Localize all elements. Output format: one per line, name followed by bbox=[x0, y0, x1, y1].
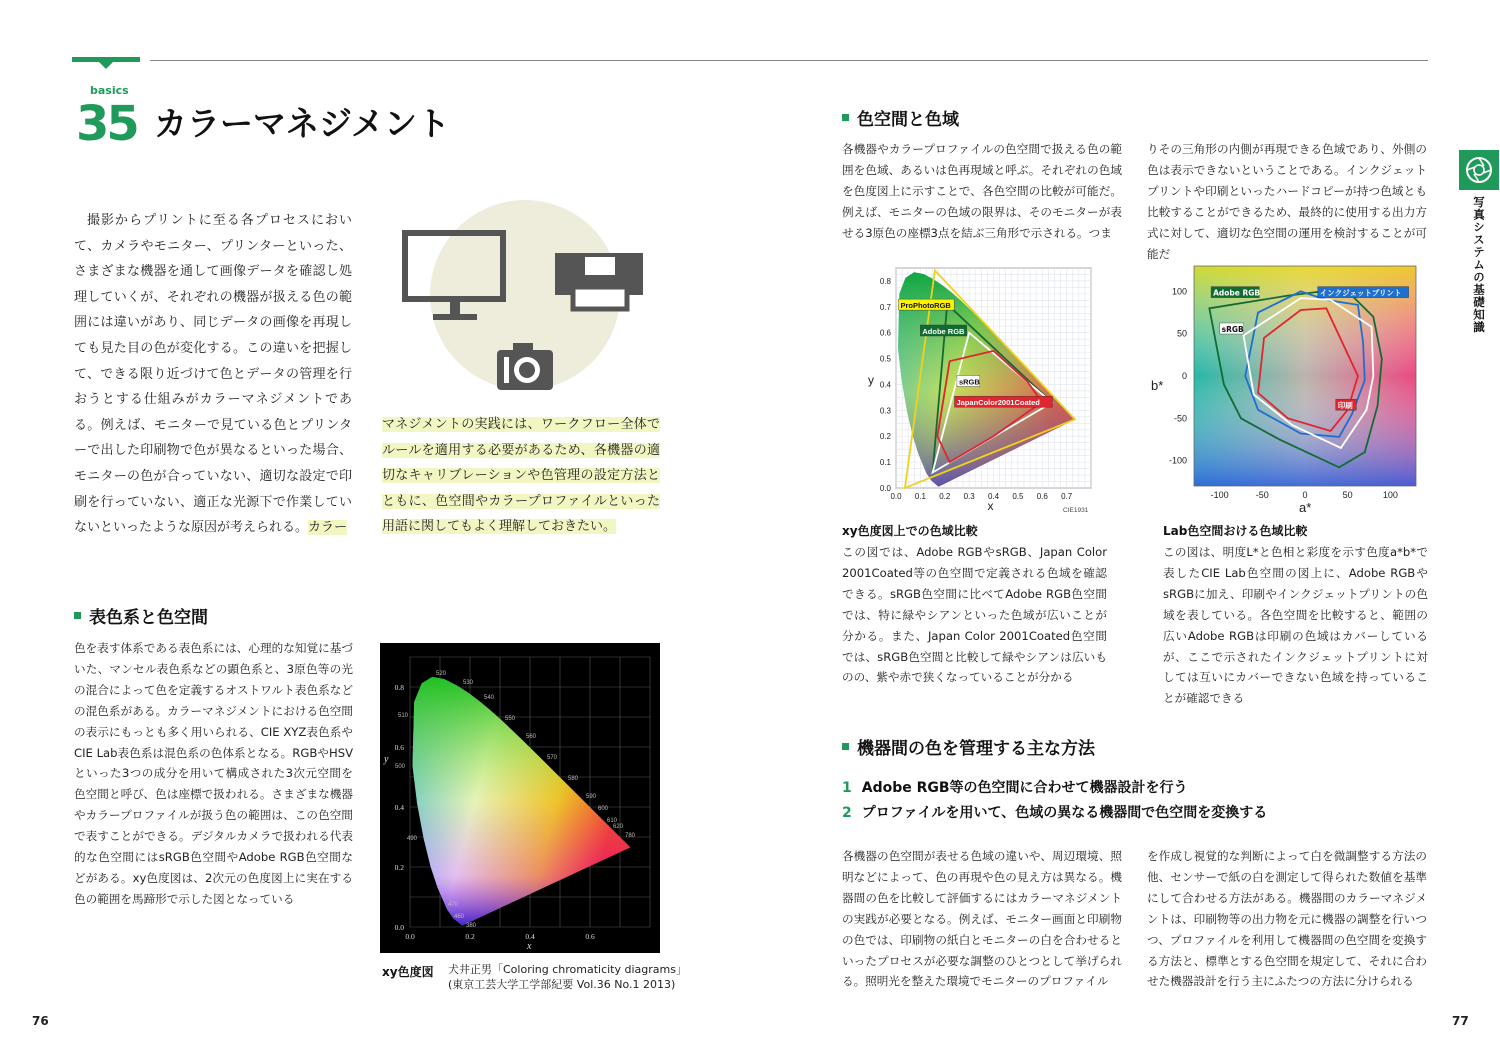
y-tick-label: 0.4 bbox=[394, 803, 404, 812]
y-axis-label: b* bbox=[1151, 378, 1164, 393]
heading-marker-icon bbox=[842, 743, 849, 750]
legend-label: Adobe RGB bbox=[1213, 288, 1261, 298]
x-axis-label: x bbox=[527, 941, 532, 952]
y-tick-label: 0.6 bbox=[394, 743, 404, 752]
y-tick-label: 0.6 bbox=[879, 328, 891, 338]
section-title: 機器間の色を管理する主な方法 bbox=[857, 739, 1095, 759]
legend-label: ProPhotoRGB bbox=[900, 301, 951, 311]
xy-figure-credit bbox=[448, 962, 687, 992]
wavelength-label: 550 bbox=[505, 716, 516, 722]
x-tick-label: 0.2 bbox=[465, 932, 475, 941]
spectral-locus-overlay bbox=[412, 677, 630, 926]
side-tab-label: 写真システムの基礎知識 bbox=[1472, 196, 1486, 334]
y-tick-label: 0.5 bbox=[879, 354, 891, 364]
legend-label: JapanColor2001Coated bbox=[956, 398, 1040, 408]
x-tick-label: 0.2 bbox=[939, 492, 951, 501]
wavelength-label: 570 bbox=[547, 755, 558, 761]
section-title: 色空間と色域 bbox=[857, 110, 959, 130]
xy-chromaticity-chart bbox=[380, 643, 660, 953]
section-title: 表色系と色空間 bbox=[89, 608, 208, 628]
legend-label: sRGB bbox=[1221, 325, 1244, 334]
xy-figure-caption-title: xy色度図 bbox=[382, 965, 434, 979]
y-tick-label: 0.0 bbox=[394, 923, 404, 932]
intro-text: 撮影からプリントに至る各プロセスにおいて、カメラやモニター、プリンターといった、さまざまな機器を通して画像データを確認し処理していくが、それぞれの機器が扱える色の範囲には違いがあり、同じデータの画像を再現しても見た目の色が変化する。この違いを把握して、できる限り近づけて色とデータの管理を行おうとする仕組みがカラーマネジメントである。例えば、モニターで見ている色とプリンターで出した印刷物で色が異なるといった場合、モニターの色が合っていない、適切な設定で印刷を行っていない、適正な光源下で作業していないといったような原因が考えられる。 bbox=[74, 213, 352, 536]
wavelength-label: 470 bbox=[448, 902, 459, 908]
aperture-icon bbox=[1459, 150, 1499, 190]
method-item-1 bbox=[842, 777, 1188, 797]
wavelength-label: 780 bbox=[625, 833, 636, 839]
legend-label: 印刷 bbox=[1337, 401, 1353, 411]
y-tick-label: 0.2 bbox=[394, 863, 404, 872]
x-tick-label: 0.6 bbox=[585, 932, 595, 941]
method-item-2 bbox=[842, 802, 1267, 822]
section-heading-colorsystem bbox=[74, 603, 208, 628]
wavelength-label: 560 bbox=[526, 734, 537, 740]
y-tick-label: 0.7 bbox=[879, 302, 891, 312]
y-tick-label: 0.2 bbox=[879, 432, 891, 442]
y-tick-label: 0.4 bbox=[879, 380, 891, 390]
x-tick-label: -50 bbox=[1255, 490, 1269, 500]
method-text: Adobe RGB等の色空間に合わせて機器設計を行う bbox=[861, 780, 1188, 796]
y-axis-label: y bbox=[868, 373, 874, 387]
y-tick-label: 0 bbox=[1181, 371, 1187, 381]
heading-marker-icon bbox=[74, 612, 81, 619]
xy-gamut-figure bbox=[860, 262, 1100, 517]
wavelength-label: 510 bbox=[398, 713, 409, 719]
wavelength-label: 530 bbox=[463, 680, 474, 686]
x-tick-label: 0.3 bbox=[963, 492, 975, 501]
x-axis-label: x bbox=[987, 499, 994, 513]
camera-icon bbox=[497, 343, 553, 390]
wavelength-label: 460 bbox=[454, 914, 465, 920]
wavelength-label: 620 bbox=[613, 824, 624, 830]
page-number-left: 76 bbox=[32, 1014, 49, 1028]
x-tick-label: 0.7 bbox=[1061, 492, 1073, 501]
methods-column-1: 各機器の色空間が表せる色域の違いや、周辺環境、照明などによって、色の再現や色の見え方は異なる。機器間の色を比較して評価するにはカラーマネジメントの実践が必要となる。例えば、モニター画面と印刷物の色では、印刷物の紙白とモニターの白を合わせるといったプロセスが必要な調整のひとつとして挙げられる。照明光を整えた環境でモニターのプロファイル bbox=[842, 849, 1122, 989]
wavelength-label: 380 bbox=[466, 923, 477, 929]
wavelength-label: 580 bbox=[568, 776, 579, 782]
legend-label: Adobe RGB bbox=[922, 327, 965, 336]
y-tick-label: 0.0 bbox=[879, 484, 891, 493]
lab-gamut-chart bbox=[1150, 262, 1430, 520]
xy-gamut-chart bbox=[860, 262, 1100, 517]
method-number: 2 bbox=[842, 805, 852, 821]
basics-label: basics bbox=[90, 84, 129, 97]
lab-gamut-caption-body: この図は、明度L*と色相と彩度を示す色度a*b*で表したCIE Lab色空間の図上に、Adobe RGBやsRGBに加え、印刷やインクジェットプリントの色域を表している。各色空間を比較すると、範囲の広いAdobe RGBは印刷の色域はカバーしているが、ここで示されたインクジェットプリントに対しては互いにカバーできない色域を持っていることが確認できる bbox=[1163, 545, 1428, 706]
wavelength-label: 520 bbox=[436, 671, 447, 677]
legend-label: sRGB bbox=[958, 377, 980, 387]
intro-column-1 bbox=[74, 208, 352, 541]
x-tick-label: 0.4 bbox=[525, 932, 535, 941]
colorsystem-body: 色を表す体系である表色系には、心理的な知覚に基づいた、マンセル表色系などの顕色系と、3原色等の光の混合によって色を定義するオストワルト表色系などの混色系がある。カラーマネジメントにおける色空間の表示にもっとも多く用いられる、CIE XYZ表色系やCIE Lab表色系は混色系の色体系となる。RGBやHSVといった3つの成分を用いて構成された3次元空間を色空間と呼び、色は座標で扱われる。さまざまな機器やカラープロファイルが扱う色の範囲は、この色空間で表すことができる。デジタルカメラで扱われる代表的な色空間にはsRGB色空間やAdobe RGB色空間などがある。xy色度図は、2次元の色度図上に実在する色の範囲を馬蹄形で示した図となっている bbox=[74, 641, 353, 906]
wavelength-label: 610 bbox=[607, 818, 618, 824]
header-rule bbox=[150, 60, 1428, 61]
y-axis-label: y bbox=[384, 754, 389, 765]
chart-footer: CIE1931 bbox=[1063, 507, 1089, 514]
x-tick-label: 0.0 bbox=[405, 932, 415, 941]
gamut-column-2: りその三角形の内側が再現できる色域であり、外側の色は表示できないということである。インクジェットプリントや印刷といったハードコピーが持つ色域とも比較することができるため、最終的に使用する出力方式に対して、適切な色空間の運用を検討することが可能だ bbox=[1147, 142, 1427, 261]
xy-gamut-caption-body: この図では、Adobe RGBやsRGB、Japan Color 2001Coated等の色空間で定義される色域を確認できる。sRGB色空間に比べてAdobe RGB色空間では、特に緑やシアンといった色域が広いことが分かる。また、Japan Color 2001Coated色空間では、sRGB色空間と比較して緑やシアンは広いものの、紫や赤で狭くなっていることが分かる bbox=[842, 545, 1107, 685]
heading-marker-icon bbox=[842, 114, 849, 121]
x-tick-label: 0.0 bbox=[890, 492, 902, 501]
credit-line-1: 犬井正男「Coloring chromaticity diagrams」 bbox=[448, 963, 687, 976]
chapter-title: カラーマネジメント bbox=[154, 104, 451, 143]
xy-gamut-caption-title: xy色度図上での色域比較 bbox=[842, 524, 978, 538]
method-number: 1 bbox=[842, 780, 852, 796]
wavelength-label: 600 bbox=[598, 806, 609, 812]
y-tick-label: 100 bbox=[1171, 286, 1187, 297]
wavelength-label: 590 bbox=[586, 794, 597, 800]
x-tick-label: 0.4 bbox=[987, 492, 1000, 501]
intro-highlight-text: マネジメントの実践には、ワークフロー全体でルールを適用する必要があるため、各機器の適切なキャリブレーションや色管理の設定方法とともに、色空間やカラープロファイルといった用語に関してもよく理解しておきたい。 bbox=[382, 417, 660, 535]
wavelength-label: 540 bbox=[484, 695, 495, 701]
section-heading-methods bbox=[842, 734, 1095, 759]
lab-gamut-caption-title: Lab色空間おける色域比較 bbox=[1163, 524, 1308, 538]
wavelength-label: 500 bbox=[395, 764, 406, 770]
x-tick-label: 0.6 bbox=[1036, 492, 1048, 501]
credit-line-2: (東京工芸大学工学部紀要 Vol.36 No.1 2013) bbox=[448, 978, 676, 991]
wavelength-label: 490 bbox=[407, 836, 418, 842]
x-tick-label: 0.5 bbox=[1012, 492, 1024, 501]
gamut-column-1: 各機器やカラープロファイルの色空間で扱える色の範囲を色域、あるいは色再現域と呼ぶ。それぞれの色域を色度図上に示すことで、各色空間の比較が可能だ。例えば、モニターの色域の限界は、そのモニターが表せる3原色の座標3点を結ぶ三角形で示される。つま bbox=[842, 142, 1122, 240]
section-heading-gamut bbox=[842, 105, 959, 130]
y-tick-label: -50 bbox=[1173, 413, 1187, 424]
x-tick-label: 0.1 bbox=[914, 492, 926, 501]
intro-highlight-start: カラー bbox=[308, 520, 348, 536]
x-tick-label: 100 bbox=[1382, 490, 1398, 500]
side-tab bbox=[1459, 150, 1499, 190]
y-tick-label: 0.3 bbox=[879, 406, 891, 416]
legend-label: インクジェットプリント bbox=[1319, 288, 1402, 298]
y-tick-label: 0.8 bbox=[394, 683, 404, 692]
y-tick-label: 50 bbox=[1176, 328, 1187, 339]
methods-column-2: を作成し視覚的な判断によって白を微調整する方法の他、センサーで紙の白を測定して得られた数値を基準にして合わせる方法がある。機器間のカラーマネジメントは、印刷物等の出力物を元に機器の調整を行いつつ、プロファイルを利用して機器間の色空間を変換する方法と、標準とする色空間を規定して、それに合わせた機器設計を行う主にふたつの方法に分けられる bbox=[1147, 849, 1427, 989]
xy-chromaticity-figure bbox=[380, 643, 660, 953]
lab-gamut-figure bbox=[1150, 262, 1430, 520]
y-tick-label: 0.8 bbox=[879, 276, 891, 286]
intro-column-2 bbox=[382, 412, 660, 540]
page-number-right: 77 bbox=[1452, 1014, 1469, 1028]
devices-illustration bbox=[395, 195, 660, 400]
wavelength-label: 480 bbox=[439, 881, 450, 887]
chapter-number: 35 bbox=[76, 96, 137, 152]
x-tick-label: 50 bbox=[1342, 490, 1353, 500]
header-accent-notch bbox=[99, 62, 113, 69]
x-tick-label: 0 bbox=[1302, 490, 1308, 500]
x-axis-label: a* bbox=[1299, 500, 1312, 515]
y-tick-label: -100 bbox=[1168, 455, 1187, 466]
method-text: プロファイルを用いて、色域の異なる機器間で色空間を変換する bbox=[861, 805, 1268, 821]
x-tick-label: -100 bbox=[1210, 490, 1229, 500]
y-tick-label: 0.1 bbox=[879, 458, 891, 468]
